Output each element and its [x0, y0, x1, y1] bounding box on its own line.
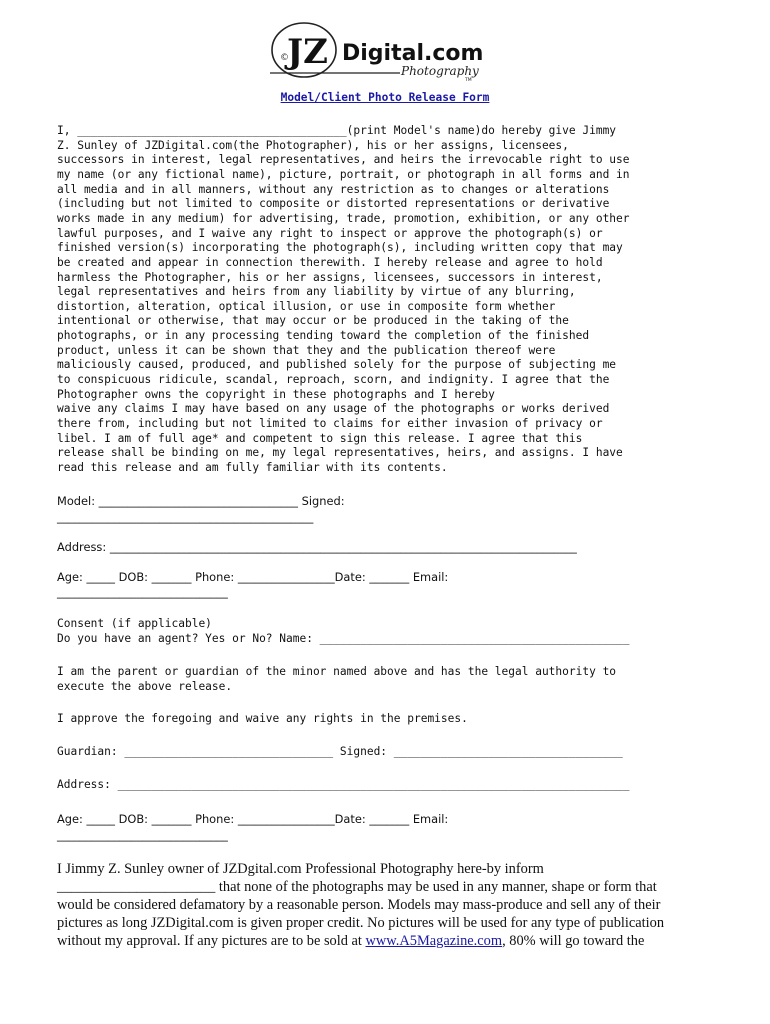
guardian-age-dob-phone-fields[interactable]: Age: _____ DOB: _______ Phone: _________________Date: _______ Email:: [57, 812, 449, 826]
release-paragraph-line: (including but not limited to composite or distorted representations or derivative: [57, 197, 610, 211]
release-paragraph-line: to conspicuous ridicule, scandal, reproach, scorn, and indignity. I agree that the: [57, 373, 610, 387]
release-paragraph-line: maliciously caused, produced, and published solely for the purpose of subjecting me: [57, 358, 617, 372]
guardian-statement-cont: execute the above release.: [57, 680, 233, 693]
guardian-email-field[interactable]: ______________________________: [57, 828, 228, 842]
agent-name-field[interactable]: Do you have an agent? Yes or No? Name: ______________________________________________: [57, 632, 630, 645]
release-paragraph-line: photographs, or in any processing tending toward the completion of the finished: [57, 329, 590, 343]
jz-digital-logo: [268, 20, 488, 82]
release-paragraph-line: all media and in all manners, without any restriction as to changes or alterations: [57, 182, 610, 196]
owner-statement-text: without my approval. If any pictures are to be sold at: [57, 933, 366, 949]
logo-photography: Photography: [401, 64, 479, 78]
release-paragraph-line: product, unless it can be shown that they and the publication thereof were: [57, 343, 556, 357]
release-paragraph-line: intentional or otherwise, that may occur or be produced in the taking of the: [57, 314, 569, 328]
release-paragraph-line: Photographer owns the copyright in these photographs and I hereby: [57, 387, 495, 401]
owner-statement-line-1: I Jimmy Z. Sunley owner of JZDgital.com Professional Photography here-by inform: [57, 861, 544, 877]
guardian-statement: I am the parent or guardian of the minor named above and has the legal authority to: [57, 665, 617, 678]
release-paragraph-line: libel. I am of full age* and competent to sign this release. I agree that this: [57, 431, 583, 445]
release-paragraph-line: be created and appear in connection therewith. I hereby release and agree to hold: [57, 255, 603, 269]
guardian-signature-line[interactable]: Guardian: _______________________________ Signed: __________________________________: [57, 745, 623, 758]
guardian-address-field[interactable]: Address: ____________________________________________________________________________: [57, 778, 630, 791]
model-signature-line[interactable]: Model: ___________________________________ Signed:: [57, 494, 345, 508]
release-paragraph-line: there from, including but not limited to claims for either invasion of privacy or: [57, 417, 603, 430]
release-paragraph-line: waive any claims I may have based on any usage of the photographs or works derived: [57, 402, 610, 416]
release-paragraph-line: read this release and am fully familiar with its contents.: [57, 460, 448, 474]
logo-digital: Digital.com: [342, 41, 484, 66]
release-paragraph-line: Z. Sunley of JZDigital.com(the Photographer), his or her assigns, licensees,: [57, 138, 569, 152]
email-field[interactable]: ______________________________: [57, 585, 228, 599]
a5magazine-link[interactable]: www.A5Magazine.com: [365, 933, 503, 949]
form-title: Model/Client Photo Release Form: [280, 91, 490, 104]
release-paragraph-line: release shall be binding on me, my legal representatives, heirs, and assigns. I have: [57, 446, 623, 460]
logo-tm: TM: [465, 78, 472, 82]
release-paragraph-line: my name (or any fictional name), picture, portrait, or photograph in all forms and in: [57, 167, 630, 181]
age-dob-phone-fields[interactable]: Age: _____ DOB: _______ Phone: _________________Date: _______ Email:: [57, 570, 449, 584]
model-signature-line-cont[interactable]: _____________________________________________: [57, 510, 314, 524]
release-paragraph-line: I, ________________________________________(print Model's name)do hereby give Jimmy: [57, 124, 617, 137]
approve-statement: I approve the foregoing and waive any rights in the premises.: [57, 712, 468, 725]
owner-statement-line-3: would be considered defamatory by a reasonable person. Models may mass-produce and sell any of their: [57, 897, 661, 913]
release-paragraph-line: works made in any medium) for advertising, trade, promotion, exhibition, or any other: [57, 211, 630, 225]
address-field[interactable]: Address: __________________________________________________________________________________: [57, 540, 577, 554]
logo-jz: JZ: [287, 32, 328, 72]
release-paragraph-line: successors in interest, legal representatives, and heirs the irrevocable right to use: [57, 153, 630, 167]
release-paragraph-line: harmless the Photographer, his or her assigns, licensees, successors in interest,: [57, 270, 603, 284]
consent-heading: Consent (if applicable): [57, 617, 212, 630]
owner-statement-line-4: pictures as long JZDigital.com is given proper credit. No pictures will be used for any type of publication: [57, 915, 665, 931]
owner-statement-line-2[interactable]: ______________________ that none of the photographs may be used in any manner, shape or form that: [57, 879, 657, 895]
owner-statement-text-end: , 80% will go toward the: [502, 933, 645, 949]
release-paragraph-line: finished version(s) incorporating the photograph(s), including written copy that may: [57, 241, 623, 255]
release-paragraph-line: lawful purposes, and I waive any right to inspect or approve the photograph(s) or: [57, 226, 603, 240]
release-paragraph-line: legal representatives and heirs from any liability by virtue of any blurring,: [57, 285, 576, 299]
logo-copyright: ©: [280, 53, 289, 63]
owner-statement-line-5: [57, 932, 644, 950]
release-paragraph-line: distortion, alteration, optical illusion, or use in composite form whether: [57, 299, 556, 313]
